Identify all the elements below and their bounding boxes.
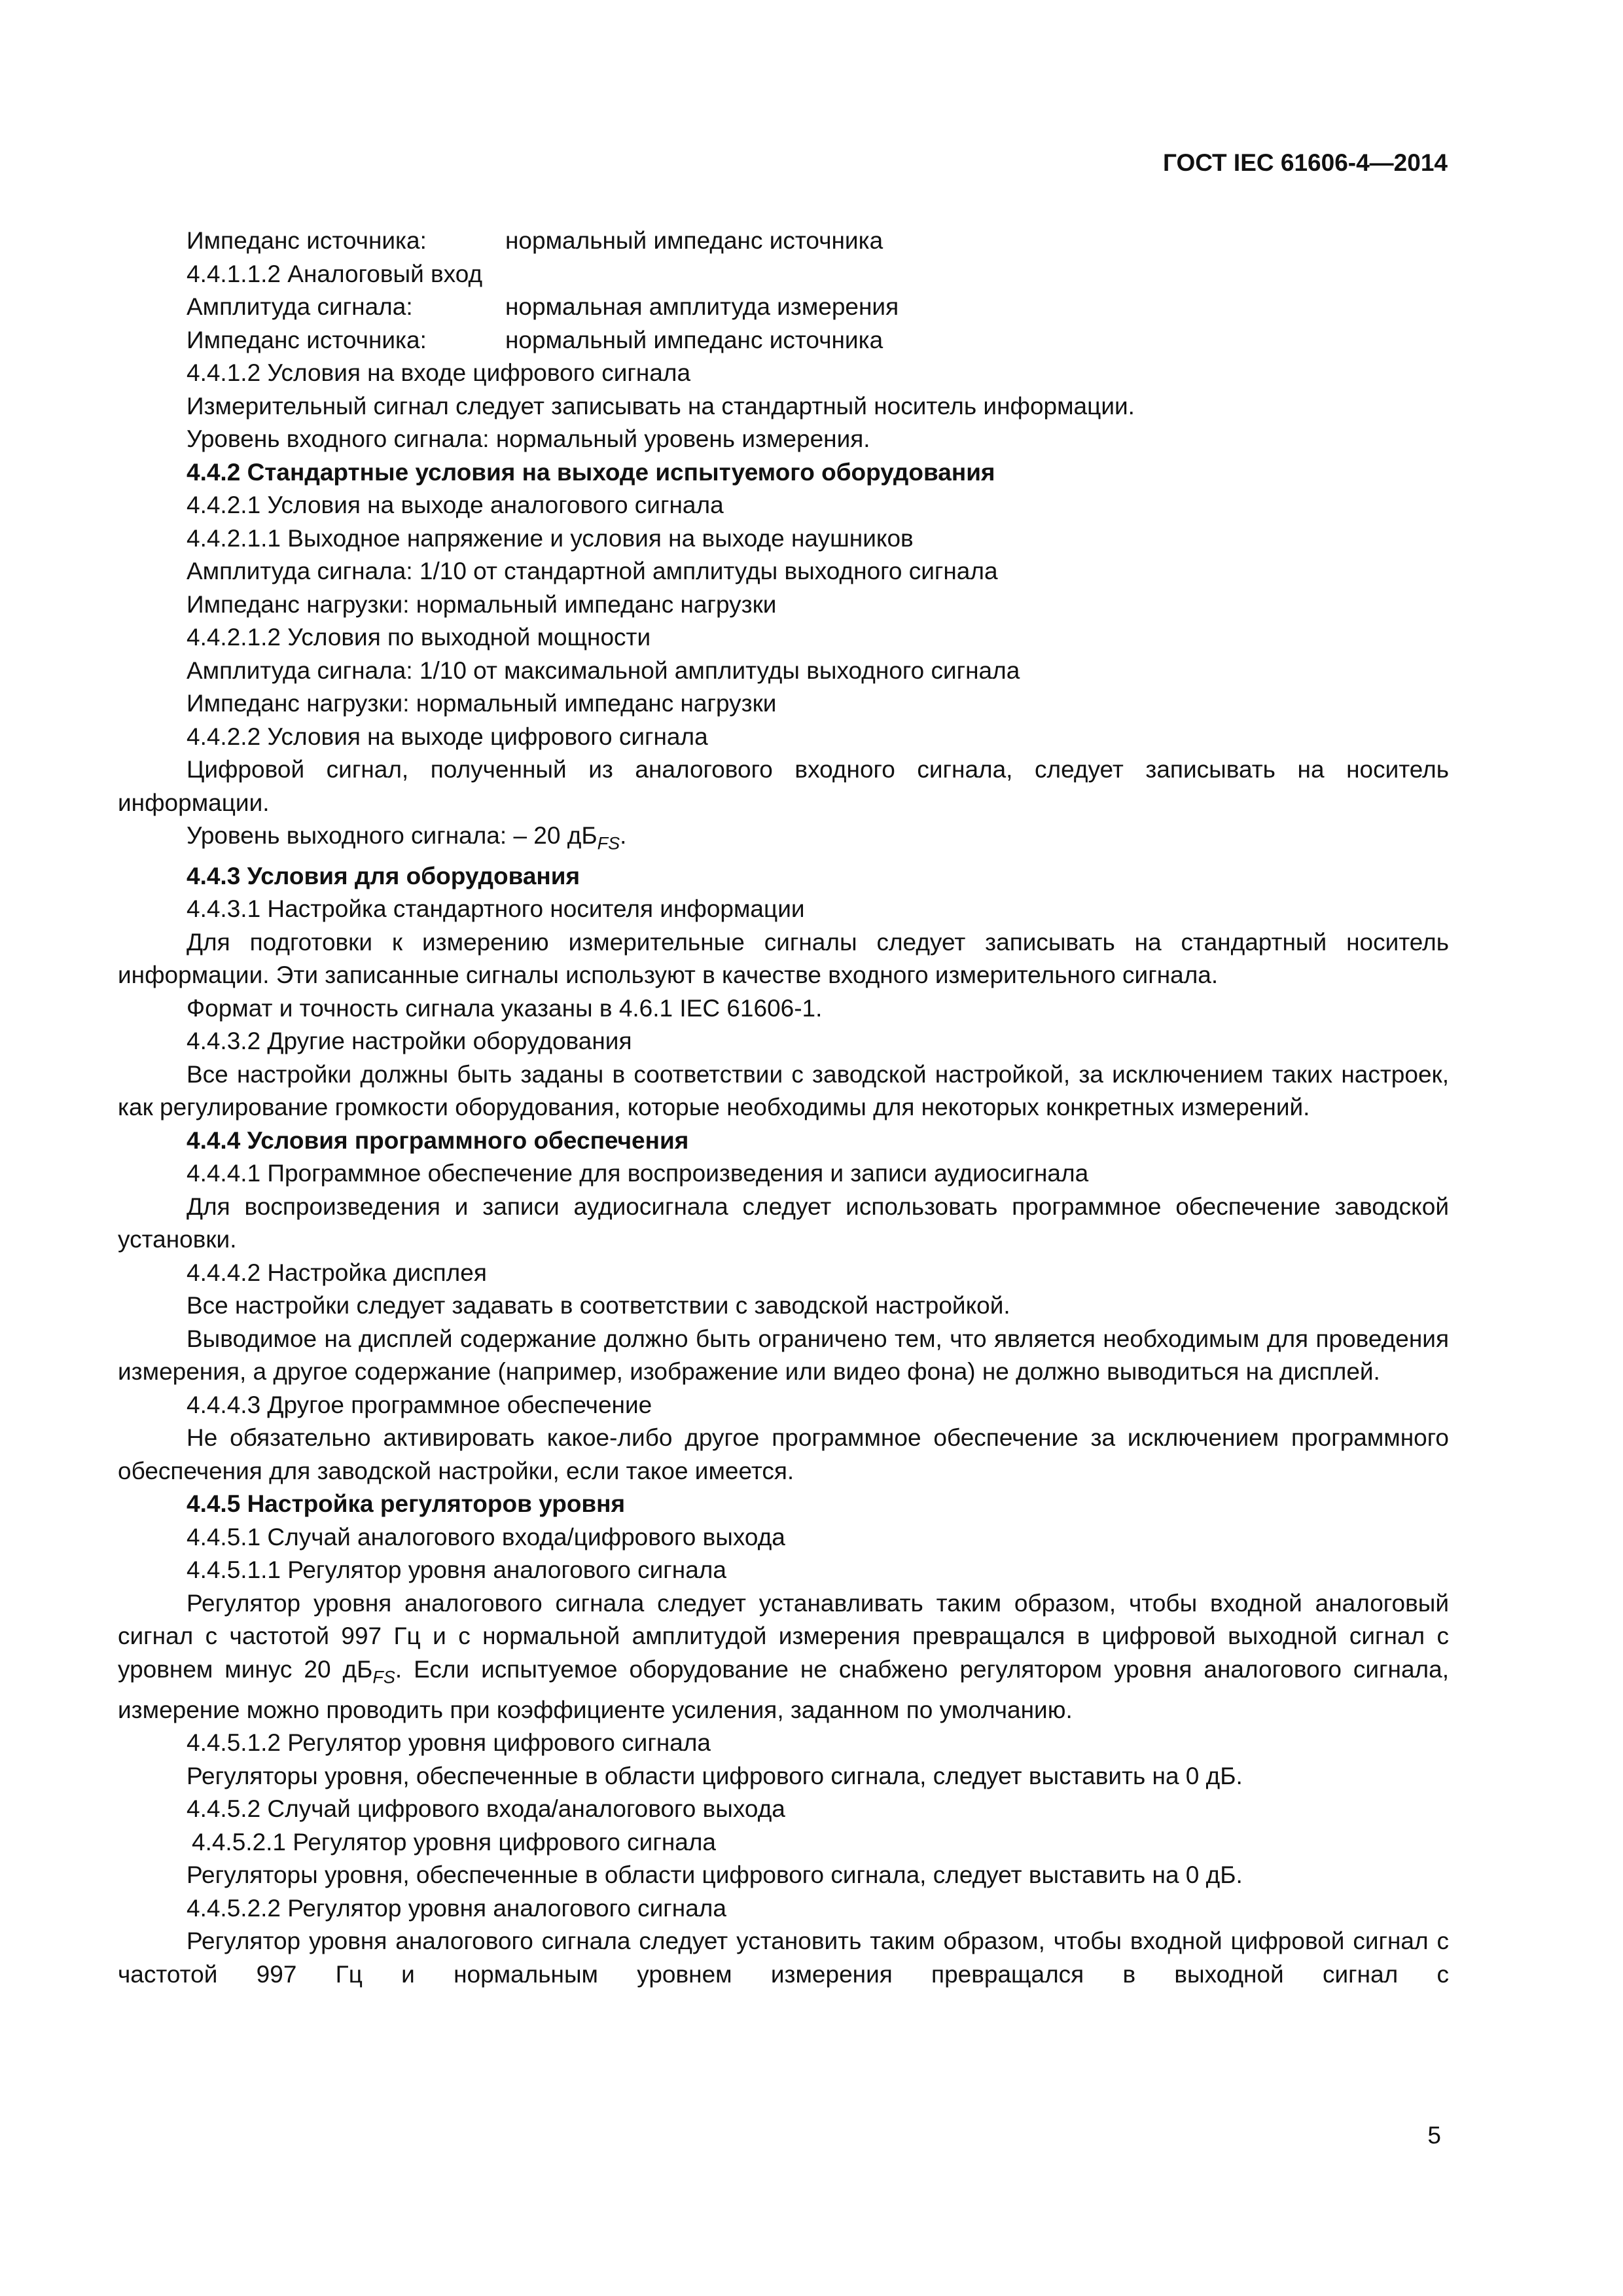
document-body [118, 224, 1449, 1991]
paragraph: Для воспроизведения и записи аудиосигнала следует использовать программное обеспечение заводской установки. [118, 1193, 1449, 1253]
paragraph-text: . Если испытуемое оборудование не снабжено регулятором уровня аналогового сигнала, измерение можно проводить при коэффициенте усиления, заданном по умолчанию. [118, 1655, 1449, 1723]
paragraph-line: Импеданс нагрузки: нормальный импеданс нагрузки [187, 690, 777, 717]
clause-heading: 4.4.1.1.2 Аналоговый вход [187, 260, 483, 287]
clause-heading: 4.4.3.2 Другие настройки оборудования [187, 1028, 632, 1055]
clause-heading: 4.4.5.1.2 Регулятор уровня цифрового сигнала [187, 1729, 711, 1757]
clause-heading: 4.4.5.1 Случай аналогового входа/цифрового выхода [187, 1523, 785, 1551]
section-heading: 4.4.2 Стандартные условия на выходе испытуемого оборудования [187, 458, 995, 486]
paragraph-line: Амплитуда сигнала: 1/10 от максимальной амплитуды выходного сигнала [187, 656, 1020, 684]
param-value: нормальная амплитуда измерения [505, 293, 899, 320]
clause-heading: 4.4.5.2.2 Регулятор уровня аналогового сигнала [187, 1894, 726, 1922]
clause-heading: 4.4.4.2 Настройка дисплея [187, 1259, 487, 1286]
paragraph-text: Регулятор уровня аналогового сигнала следует устанавливать таким образом, чтобы входной аналоговый сигнал с частотой 997 Гц и с нормальной амплитудой измерения превращался в цифровой выходной сигнал с уровнем минус 20 дБ [118, 1589, 1449, 1683]
level-unit-subscript: FS [372, 1667, 395, 1687]
paragraph: Не обязательно активировать какое-либо другое программное обеспечение за исключением программного обеспечения для заводской настройки, если такое имеется. [118, 1424, 1449, 1484]
section-heading: 4.4.4 Условия программного обеспечения [187, 1126, 689, 1154]
paragraph-line: Измерительный сигнал следует записывать на стандартный носитель информации. [187, 392, 1135, 420]
page-number: 5 [1427, 2122, 1441, 2149]
level-suffix: . [620, 822, 627, 849]
paragraph: Регулятор уровня аналогового сигнала следует установить таким образом, чтобы входной цифровой сигнал с частотой 997 Гц и нормальным уровнем измерения превращался в выходной сигнал с [118, 1928, 1449, 1988]
signal-amplitude-line [118, 291, 1449, 324]
paragraph [118, 1587, 1449, 1727]
section-heading: 4.4.3 Условия для оборудования [187, 862, 580, 889]
paragraph-line: Формат и точность сигнала указаны в 4.6.1 IEC 61606-1. [187, 994, 823, 1022]
paragraph: Выводимое на дисплей содержание должно быть ограничено тем, что является необходимым для проведения измерения, а другое содержание (например, изображение или видео фона) не должно выводиться на дисплей. [118, 1325, 1449, 1386]
paragraph-line: Все настройки следует задавать в соответствии с заводской настройкой. [187, 1292, 1010, 1319]
source-impedance-line [118, 224, 1449, 258]
paragraph-line: Уровень входного сигнала: нормальный уровень измерения. [187, 425, 870, 452]
paragraph-line: Импеданс нагрузки: нормальный импеданс нагрузки [187, 590, 777, 618]
clause-heading: 4.4.1.2 Условия на входе цифрового сигнала [187, 359, 691, 386]
paragraph-line: Регуляторы уровня, обеспеченные в области цифрового сигнала, следует выставить на 0 дБ. [187, 1762, 1243, 1789]
clause-heading: 4.4.3.1 Настройка стандартного носителя информации [187, 895, 805, 923]
param-value: нормальный импеданс источника [505, 227, 883, 254]
clause-heading: 4.4.4.1 Программное обеспечение для воспроизведения и записи аудиосигнала [187, 1160, 1089, 1187]
clause-heading: 4.4.4.3 Другое программное обеспечение [187, 1391, 652, 1418]
paragraph-line: Регуляторы уровня, обеспеченные в области цифрового сигнала, следует выставить на 0 дБ. [187, 1861, 1243, 1889]
section-heading: 4.4.5 Настройка регуляторов уровня [187, 1490, 626, 1518]
param-label: Импеданс источника: [187, 227, 427, 254]
param-label: Импеданс источника: [187, 326, 427, 353]
param-label: Амплитуда сигнала: [187, 293, 413, 320]
clause-heading: 4.4.5.2.1 Регулятор уровня цифрового сигнала [192, 1828, 716, 1856]
clause-heading: 4.4.2.1.1 Выходное напряжение и условия на выходе наушников [187, 524, 914, 552]
source-impedance-line [118, 324, 1449, 357]
clause-heading: 4.4.5.1.1 Регулятор уровня аналогового сигнала [187, 1556, 726, 1584]
level-unit-subscript: FS [597, 833, 620, 853]
standard-designation: ГОСТ IEC 61606-4—2014 [1162, 149, 1448, 176]
clause-heading: 4.4.2.2 Условия на выходе цифрового сигнала [187, 723, 708, 750]
paragraph: Все настройки должны быть заданы в соответствии с заводской настройкой, за исключением таких настроек, как регулирование громкости оборудования, которые необходимы для некоторых конкретных измерений. [118, 1060, 1449, 1121]
level-text: Уровень выходного сигнала: – 20 дБ [187, 822, 597, 849]
clause-heading: 4.4.2.1.2 Условия по выходной мощности [187, 624, 651, 651]
param-value: нормальный импеданс источника [505, 326, 883, 353]
clause-heading: 4.4.2.1 Условия на выходе аналогового сигнала [187, 492, 724, 518]
paragraph: Для подготовки к измерению измерительные сигналы следует записывать на стандартный носитель информации. Эти записанные сигналы используют в качестве входного измерительного сигнала. [118, 928, 1449, 989]
paragraph-line: Амплитуда сигнала: 1/10 от стандартной амплитуды выходного сигнала [187, 558, 998, 584]
paragraph: Цифровой сигнал, полученный из аналогового входного сигнала, следует записывать на носитель информации. [118, 756, 1449, 816]
output-level-line [118, 819, 1449, 860]
clause-heading: 4.4.5.2 Случай цифрового входа/аналогового выхода [187, 1795, 785, 1823]
